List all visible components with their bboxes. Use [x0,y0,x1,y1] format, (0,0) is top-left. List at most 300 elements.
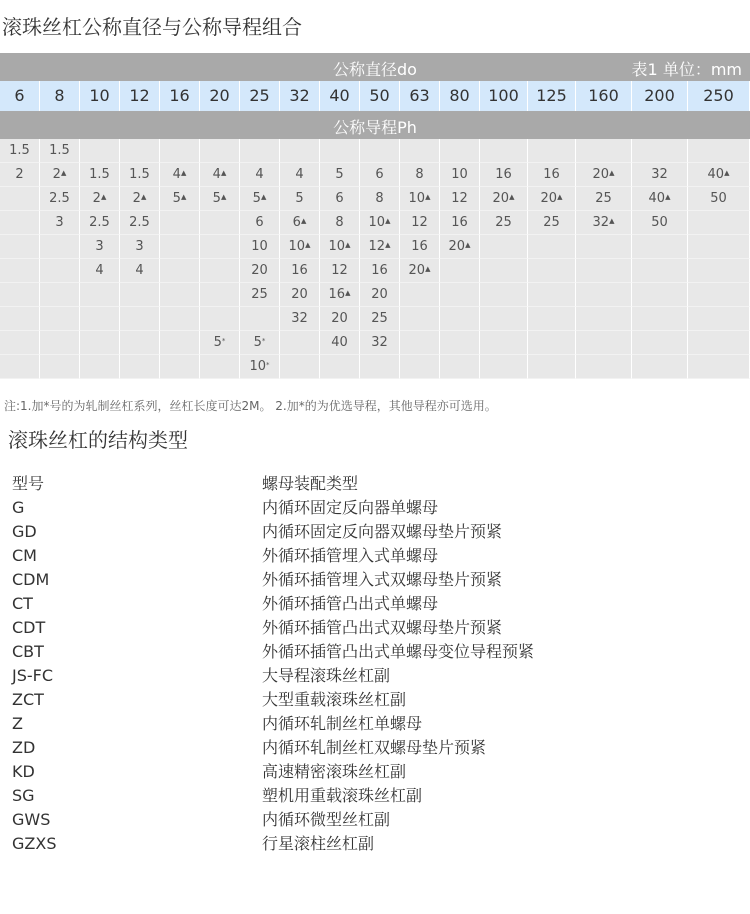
type-description: 内循环固定反向器单螺母 [262,498,439,517]
lead-cell [320,259,360,283]
lead-cell [360,307,400,331]
lead-cell [688,355,750,379]
lead-cell [688,211,750,235]
type-row [12,784,732,808]
lead-grid [0,139,750,379]
type-model: CM [12,546,37,565]
lead-cell [480,283,528,307]
lead-cell [528,283,576,307]
diameter-cell: 50 [360,81,400,111]
lead-cell [160,355,200,379]
lead-cell [120,331,160,355]
lead-cell [360,259,400,283]
type-description: 高速精密滚珠丝杠副 [262,762,407,781]
lead-cell [120,355,160,379]
triangle-mark: ▲ [609,217,615,225]
lead-cell [40,355,80,379]
diameter-cell: 40 [320,81,360,111]
lead-cell [0,211,40,235]
lead-cell [80,187,120,211]
lead-cell [440,307,480,331]
triangle-mark: ▲ [220,193,227,201]
lead-cell [160,307,200,331]
type-model: SG [12,786,35,805]
lead-cell [632,283,688,307]
diameter-cell: 20 [200,81,240,111]
lead-cell [528,235,576,259]
lead-cell [440,355,480,379]
lead-value: 4 [95,263,104,278]
lead-cell [0,331,40,355]
lead-cell [160,331,200,355]
lead-cell [688,331,750,355]
lead-cell [528,163,576,187]
lead-cell [40,331,80,355]
triangle-mark: ▲ [385,217,391,225]
lead-value: 5 [253,335,262,350]
lead-value: 25 [543,215,560,230]
type-row [12,712,732,736]
lead-cell [280,283,320,307]
lead-cell [440,235,480,259]
type-description: 外循环插管埋入式双螺母垫片预紧 [262,570,503,589]
types-header-model: 型号 [12,474,45,493]
lead-cell [80,235,120,259]
lead-cell [632,307,688,331]
page-title: 滚珠丝杠公称直径与公称导程组合 [2,15,302,39]
lead-row [0,187,750,211]
lead-cell [688,163,750,187]
lead-value: 8 [335,215,344,230]
lead-cell [240,163,280,187]
lead-value: 2 [52,167,61,182]
lead-cell [400,139,440,163]
lead-cell [280,235,320,259]
lead-value: 2.5 [129,215,150,230]
types-header-type: 螺母装配类型 [262,474,359,493]
lead-value: 12 [451,191,468,206]
combination-table [0,53,750,379]
lead-cell [320,331,360,355]
type-model: GWS [12,810,51,829]
type-model: KD [12,762,35,781]
lead-cell [280,259,320,283]
lead-cell [80,211,120,235]
lead-cell [440,187,480,211]
lead-value: 16 [328,287,346,302]
lead-cell [200,139,240,163]
lead-value: 20 [448,239,466,254]
type-model: Z [12,714,23,733]
triangle-mark: ▲ [557,193,563,201]
lead-cell [400,235,440,259]
asterisk-mark: * [221,337,226,345]
lead-value: 32 [651,167,668,182]
lead-cell [240,235,280,259]
type-model: CT [12,594,33,613]
lead-value: 32 [291,311,308,326]
triangle-mark: ▲ [100,193,107,201]
lead-cell [688,139,750,163]
lead-cell [480,355,528,379]
lead-row [0,139,750,163]
triangle-mark: ▲ [60,169,67,177]
lead-value: 20 [540,191,558,206]
lead-cell [528,307,576,331]
lead-value: 5 [172,191,181,206]
lead-cell [480,139,528,163]
triangle-mark: ▲ [345,241,351,249]
lead-value: 4 [295,167,304,182]
lead-row [0,259,750,283]
asterisk-mark: * [261,337,266,345]
lead-cell [160,235,200,259]
lead-cell [120,163,160,187]
lead-cell [688,283,750,307]
lead-value: 5 [252,191,261,206]
lead-value: 40 [648,191,666,206]
lead-cell [200,355,240,379]
lead-cell [80,259,120,283]
diameter-cell: 125 [528,81,576,111]
lead-cell [80,307,120,331]
lead-cell [0,163,40,187]
lead-value: 25 [371,311,388,326]
type-model: ZCT [12,690,44,709]
lead-value: 10 [451,167,468,182]
lead-cell [360,187,400,211]
lead-cell [400,283,440,307]
lead-cell [576,211,632,235]
triangle-mark: ▲ [425,265,431,273]
lead-cell [240,139,280,163]
triangle-mark: ▲ [345,289,351,297]
lead-cell [120,283,160,307]
type-row [12,640,732,664]
lead-cell [280,211,320,235]
lead-value: 25 [495,215,512,230]
type-description: 外循环插管凸出式单螺母变位导程预紧 [262,642,535,661]
lead-cell [400,355,440,379]
lead-value: 6 [335,191,344,206]
lead-cell [576,331,632,355]
lead-value: 25 [251,287,268,302]
lead-cell [480,163,528,187]
diameter-cell: 160 [576,81,632,111]
triangle-mark: ▲ [465,241,471,249]
lead-value: 4 [255,167,264,182]
type-description: 外循环插管凸出式双螺母垫片预紧 [262,618,503,637]
lead-cell [688,235,750,259]
lead-value: 12 [368,239,386,254]
lead-cell [160,163,200,187]
lead-cell [80,163,120,187]
diameter-header-bar [0,53,750,81]
lead-value: 32 [592,215,610,230]
lead-value: 20 [291,287,308,302]
lead-value: 20 [408,263,426,278]
lead-cell [320,139,360,163]
lead-cell [80,355,120,379]
lead-cell [440,283,480,307]
lead-cell [632,163,688,187]
structure-types-list [12,472,732,856]
lead-cell [400,187,440,211]
lead-value: 16 [371,263,388,278]
lead-cell [40,187,80,211]
lead-cell [320,211,360,235]
lead-cell [280,307,320,331]
lead-cell [576,283,632,307]
type-row [12,616,732,640]
structure-title: 滚珠丝杠的结构类型 [8,428,188,452]
type-row [12,760,732,784]
lead-value: 25 [595,191,612,206]
lead-value: 16 [411,239,428,254]
lead-cell [40,163,80,187]
lead-value: 6 [255,215,264,230]
lead-cell [528,259,576,283]
triangle-mark: ▲ [509,193,515,201]
lead-cell [200,187,240,211]
lead-value: 5 [212,191,221,206]
lead-value: 3 [135,239,144,254]
lead-cell [0,307,40,331]
diameter-header: 公称直径do [333,60,417,79]
lead-cell [200,307,240,331]
lead-value: 3 [55,215,64,230]
lead-cell [440,259,480,283]
lead-cell [440,211,480,235]
lead-cell [240,211,280,235]
lead-value: 5 [335,167,344,182]
lead-cell [440,331,480,355]
table-caption: 表1 单位：mm [631,60,742,79]
type-model: CDM [12,570,50,589]
lead-cell [40,139,80,163]
lead-value: 2.5 [89,215,110,230]
lead-value: 2 [92,191,101,206]
lead-cell [576,139,632,163]
lead-cell [320,355,360,379]
triangle-mark: ▲ [180,193,187,201]
lead-value: 20 [371,287,388,302]
type-row [12,664,732,688]
lead-cell [0,259,40,283]
lead-cell [160,187,200,211]
lead-value: 50 [651,215,668,230]
lead-cell [480,307,528,331]
lead-cell [400,307,440,331]
lead-cell [360,235,400,259]
lead-cell [480,235,528,259]
type-model: GZXS [12,834,57,853]
lead-cell [320,187,360,211]
lead-cell [576,307,632,331]
table-note: 注:1.加*号的为轧制丝杠系列，丝杠长度可达2M。 2.加*的为优选导程，其他导程亦可选用。 [4,399,497,413]
lead-value: 20 [331,311,348,326]
lead-value: 32 [371,335,388,350]
lead-cell [120,211,160,235]
lead-cell [40,235,80,259]
type-model: ZD [12,738,36,757]
lead-value: 12 [331,263,348,278]
lead-row [0,283,750,307]
lead-cell [0,139,40,163]
lead-cell [240,259,280,283]
type-description: 外循环插管埋入式单螺母 [262,546,439,565]
type-row [12,520,732,544]
lead-cell [480,211,528,235]
type-description: 塑机用重载滚珠丝杠副 [262,786,423,805]
lead-cell [688,187,750,211]
lead-cell [632,187,688,211]
diameter-cell: 10 [80,81,120,111]
type-description: 内循环固定反向器双螺母垫片预紧 [262,522,503,541]
type-description: 大导程滚珠丝杠副 [262,666,391,685]
lead-row [0,235,750,259]
type-row [12,496,732,520]
type-row [12,808,732,832]
lead-cell [0,355,40,379]
diameter-cell: 100 [480,81,528,111]
lead-value: 10 [288,239,306,254]
triangle-mark: ▲ [140,193,147,201]
lead-cell [528,139,576,163]
lead-cell [160,259,200,283]
type-description: 外循环插管凸出式单螺母 [262,594,439,613]
lead-cell [528,331,576,355]
type-row [12,688,732,712]
lead-cell [200,283,240,307]
lead-cell [528,355,576,379]
lead-value: 10 [408,191,426,206]
lead-cell [400,163,440,187]
lead-cell [632,259,688,283]
lead-cell [160,283,200,307]
lead-cell [280,331,320,355]
lead-cell [200,259,240,283]
type-model: G [12,498,25,517]
lead-cell [120,235,160,259]
lead-cell [632,211,688,235]
lead-cell [688,307,750,331]
lead-value: 40 [707,167,725,182]
lead-cell [632,355,688,379]
lead-cell [240,331,280,355]
lead-value: 5 [213,335,222,350]
triangle-mark: ▲ [609,169,615,177]
lead-cell [120,187,160,211]
lead-cell [400,211,440,235]
lead-cell [576,259,632,283]
type-row [12,736,732,760]
lead-cell [632,139,688,163]
lead-value: 20 [592,167,610,182]
lead-cell [576,163,632,187]
lead-cell [360,139,400,163]
lead-value: 1.5 [9,143,30,158]
lead-value: 2 [15,167,24,182]
lead-cell [200,163,240,187]
triangle-mark: ▲ [665,193,671,201]
lead-cell [40,283,80,307]
lead-cell [360,355,400,379]
diameter-cell: 25 [240,81,280,111]
lead-cell [360,331,400,355]
lead-cell [688,259,750,283]
lead-cell [40,259,80,283]
lead-cell [280,355,320,379]
lead-cell [120,139,160,163]
type-description: 内循环轧制丝杠单螺母 [262,714,423,733]
lead-value: 3 [95,239,104,254]
lead-cell [0,283,40,307]
lead-cell [320,307,360,331]
lead-cell [240,283,280,307]
lead-cell [200,331,240,355]
lead-cell [200,235,240,259]
diameter-cell: 200 [632,81,688,111]
lead-cell [360,211,400,235]
lead-value: 10 [328,239,346,254]
lead-row [0,211,750,235]
diameter-cell: 16 [160,81,200,111]
lead-cell [120,259,160,283]
lead-cell [40,211,80,235]
triangle-mark: ▲ [305,241,311,249]
lead-value: 40 [331,335,348,350]
lead-value: 10 [368,215,386,230]
lead-value: 4 [212,167,221,182]
diameter-cell: 250 [688,81,750,111]
lead-value: 20 [251,263,268,278]
lead-value: 2.5 [49,191,70,206]
lead-value: 5 [295,191,304,206]
lead-cell [280,163,320,187]
lead-header-bar [0,111,750,139]
lead-cell [240,355,280,379]
triangle-mark: ▲ [220,169,227,177]
lead-value: 50 [710,191,727,206]
type-row [12,544,732,568]
lead-value: 6 [375,167,384,182]
lead-cell [200,211,240,235]
lead-value: 4 [172,167,181,182]
lead-cell [528,187,576,211]
diameter-cell: 12 [120,81,160,111]
lead-value: 16 [291,263,308,278]
lead-cell [360,163,400,187]
lead-cell [480,331,528,355]
lead-row [0,355,750,379]
lead-cell [80,331,120,355]
lead-value: 10 [249,359,267,374]
type-row [12,592,732,616]
type-description: 内循环微型丝杠副 [262,810,391,829]
lead-cell [576,235,632,259]
lead-value: 8 [375,191,384,206]
lead-value: 2 [132,191,141,206]
lead-cell [320,163,360,187]
lead-cell [240,307,280,331]
diameter-row [0,81,750,111]
type-row [12,568,732,592]
diameter-cell: 80 [440,81,480,111]
type-model: CBT [12,642,44,661]
lead-value: 16 [543,167,560,182]
type-model: JS-FC [12,666,54,685]
